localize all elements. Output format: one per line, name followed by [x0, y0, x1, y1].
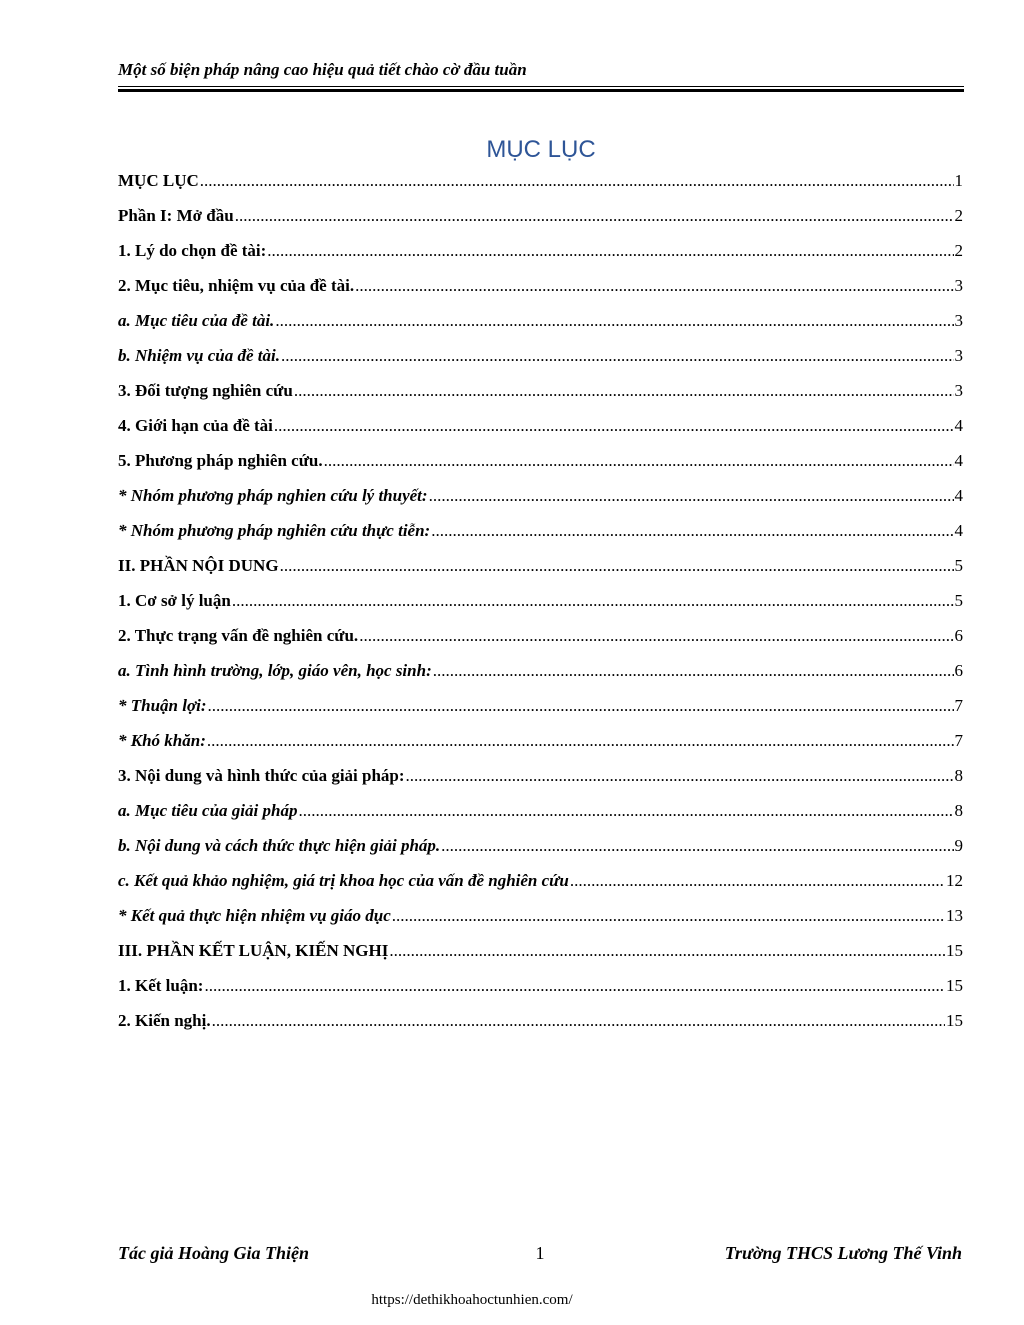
toc-entry-text: * Khó khăn: [118, 731, 206, 750]
toc-leader-dots [212, 1009, 945, 1033]
header-rule-thin [118, 86, 964, 87]
toc-leader-dots [389, 939, 945, 963]
toc-entry-ly-thuyet[interactable] [118, 484, 963, 519]
toc-leader-dots [433, 659, 954, 683]
footer-author: Tác giả Hoàng Gia Thiện [118, 1243, 310, 1263]
toc-entry-khao-nghiem[interactable] [118, 869, 963, 904]
toc-entry-ket-qua-nhiem-vu[interactable] [118, 904, 963, 939]
toc-entry-text: a. Tình hình trường, lớp, giáo vên, học sinh: [118, 661, 432, 680]
toc-leader-dots [406, 764, 954, 788]
toc-entry-thuc-tien[interactable] [118, 519, 963, 554]
toc-entry-doi-tuong[interactable] [118, 379, 963, 414]
toc-entry-text: 1. Cơ sở lý luận [118, 591, 231, 610]
toc-entry-text: MỤC LỤC [118, 171, 199, 190]
toc-leader-dots [441, 834, 953, 858]
toc-entry-text: 1. Lý do chọn đề tài: [118, 241, 267, 260]
toc-entry-text: 3. Nội dung và hình thức của giải pháp: [118, 766, 405, 785]
toc-entry-ket-luan[interactable] [118, 974, 963, 1009]
toc-entry-page: 12 [946, 871, 963, 890]
footer-url[interactable]: https://dethikhoahoctunhien.com/ [371, 1292, 573, 1308]
toc-entry-page: 3 [954, 276, 963, 295]
toc-entry-text: 4. Giới hạn của đề tài [118, 416, 273, 435]
toc-leader-dots [207, 729, 954, 753]
toc-entry-text: * Nhóm phương pháp nghien cứu lý thuyết: [118, 486, 428, 505]
toc-entry-text: * Thuận lợi: [118, 696, 207, 715]
toc-leader-dots [232, 589, 954, 613]
toc-entry-page: 4 [954, 486, 963, 505]
toc-entry-kien-nghi[interactable] [118, 1009, 963, 1044]
toc-entry-page: 8 [954, 801, 963, 820]
toc-leader-dots [392, 904, 945, 928]
toc-entry-gioi-han[interactable] [118, 414, 963, 449]
toc-entry-text: * Kết quả thực hiện nhiệm vụ giáo dục [118, 906, 391, 925]
toc-entry-text: 2. Thực trạng vấn đề nghiên cứu. [118, 626, 359, 645]
toc-entry-text: a. Mục tiêu của giải pháp [118, 801, 298, 820]
toc-entry-page: 1 [954, 171, 963, 190]
toc-leader-dots [280, 554, 954, 578]
toc-entry-page: 6 [954, 626, 963, 645]
toc-leader-dots [281, 344, 954, 368]
toc-entry-co-so-ly-luan[interactable] [118, 589, 963, 624]
toc-leader-dots [274, 414, 954, 438]
toc-entry-page: 7 [954, 696, 963, 715]
footer-school: Trường THCS Lương Thế Vinh [724, 1243, 962, 1263]
toc-entry-text: 2. Mục tiêu, nhiệm vụ của đề tài. [118, 276, 355, 295]
toc-leader-dots [429, 484, 954, 508]
toc-entry-page: 15 [946, 1011, 963, 1030]
toc-entry-page: 4 [954, 521, 963, 540]
toc-entry-page: 2 [954, 206, 963, 225]
toc-entry-nhiem-vu[interactable] [118, 344, 963, 379]
toc-entry-page: 3 [954, 311, 963, 330]
toc-entry-muc-tieu[interactable] [118, 309, 963, 344]
table-of-contents [118, 169, 963, 1044]
toc-entry-page: 5 [954, 591, 963, 610]
toc-entry-ly-do[interactable] [118, 239, 963, 274]
toc-entry-phan-i[interactable] [118, 204, 963, 239]
toc-leader-dots [235, 204, 954, 228]
header-rule-thick [118, 89, 964, 92]
toc-entry-text: b. Nội dung và cách thức thực hiện giải pháp. [118, 836, 441, 855]
toc-leader-dots [207, 694, 953, 718]
toc-heading: MỤC LỤC [486, 136, 596, 163]
toc-leader-dots [570, 869, 945, 893]
toc-entry-page: 6 [954, 661, 963, 680]
toc-entry-text: 1. Kết luận: [118, 976, 204, 995]
toc-leader-dots [359, 624, 953, 648]
toc-leader-dots [431, 519, 953, 543]
toc-entry-muc-tieu-giai-phap[interactable] [118, 799, 963, 834]
toc-leader-dots [294, 379, 954, 403]
toc-entry-page: 13 [946, 906, 963, 925]
toc-entry-page: 15 [946, 941, 963, 960]
toc-leader-dots [355, 274, 953, 298]
toc-leader-dots [324, 449, 954, 473]
toc-entry-text: Phần I: Mở đầu [118, 206, 234, 225]
toc-leader-dots [267, 239, 953, 263]
toc-entry-text: b. Nhiệm vụ của đề tài. [118, 346, 280, 365]
running-header-title: Một số biện pháp nâng cao hiệu quả tiết chào cờ đầu tuần [118, 60, 527, 79]
toc-entry-page: 3 [954, 346, 963, 365]
toc-entry-muc-tieu-nhiem-vu[interactable] [118, 274, 963, 309]
toc-entry-page: 8 [954, 766, 963, 785]
toc-entry-text: 5. Phương pháp nghiên cứu. [118, 451, 323, 470]
toc-entry-text: a. Mục tiêu của đề tài. [118, 311, 275, 330]
toc-entry-thuc-trang[interactable] [118, 624, 963, 659]
toc-entry-text: 3. Đối tượng nghiên cứu [118, 381, 293, 400]
toc-entry-text: * Nhóm phương pháp nghiên cứu thực tiễn: [118, 521, 431, 540]
toc-entry-text: II. PHẦN NỘI DUNG [118, 556, 279, 575]
toc-entry-page: 15 [946, 976, 963, 995]
toc-entry-phuong-phap[interactable] [118, 449, 963, 484]
toc-entry-cach-thuc[interactable] [118, 834, 963, 869]
toc-entry-phan-ket-luan[interactable] [118, 939, 963, 974]
toc-entry-page: 7 [954, 731, 963, 750]
toc-entry-text: 2. Kiến nghị. [118, 1011, 211, 1030]
toc-entry-phan-noi-dung[interactable] [118, 554, 963, 589]
toc-entry-page: 9 [954, 836, 963, 855]
toc-entry-text: c. Kết quả khảo nghiệm, giá trị khoa học của vấn đề nghiên cứu [118, 871, 569, 890]
toc-entry-noi-dung-hinh-thuc[interactable] [118, 764, 963, 799]
toc-entry-tinh-hinh[interactable] [118, 659, 963, 694]
toc-entry-thuan-loi[interactable] [118, 694, 963, 729]
toc-entry-page: 5 [954, 556, 963, 575]
footer-page-number: 1 [535, 1243, 545, 1263]
toc-entry-muc-luc[interactable] [118, 169, 963, 204]
toc-entry-text: III. PHẦN KẾT LUẬN, KIẾN NGHỊ [118, 941, 389, 960]
toc-entry-page: 4 [954, 451, 963, 470]
toc-leader-dots [200, 169, 954, 193]
toc-entry-page: 4 [954, 416, 963, 435]
toc-leader-dots [204, 974, 945, 998]
toc-leader-dots [298, 799, 953, 823]
toc-entry-page: 3 [954, 381, 963, 400]
toc-entry-kho-khan[interactable] [118, 729, 963, 764]
toc-entry-page: 2 [954, 241, 963, 260]
toc-leader-dots [275, 309, 953, 333]
